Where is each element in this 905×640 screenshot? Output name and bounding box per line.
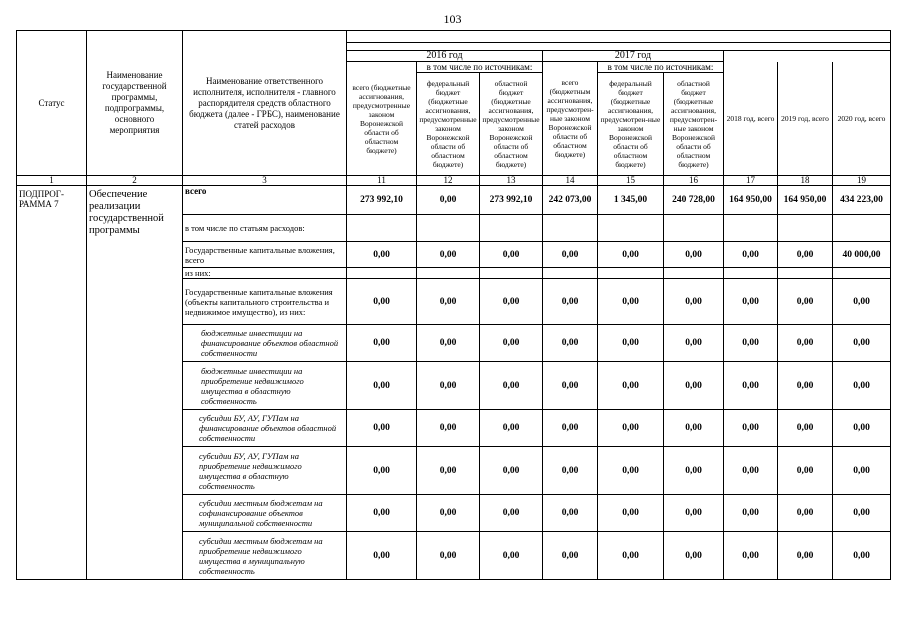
cell-value: 0,00 — [417, 495, 480, 532]
cell-value: 0,00 — [417, 186, 480, 215]
cell-value: 0,00 — [664, 242, 724, 268]
row-label: всего — [183, 186, 347, 215]
cell-value: 0,00 — [480, 279, 543, 325]
cell-value — [598, 215, 664, 242]
header-2017-total: всего (бюджетным ассигнования, предусмотрен-ные законом Воронежской области об областном бюджете) — [543, 62, 598, 176]
cell-value: 0,00 — [664, 532, 724, 580]
cell-value: 0,00 — [598, 242, 664, 268]
cell-value: 0,00 — [347, 447, 417, 495]
cell-value: 0,00 — [543, 325, 598, 362]
cell-value: 0,00 — [480, 447, 543, 495]
table-row-total — [17, 186, 891, 215]
cell-value: 0,00 — [833, 325, 891, 362]
cell-value: 0,00 — [778, 495, 833, 532]
cell-value: 0,00 — [480, 495, 543, 532]
cell-value — [347, 268, 417, 279]
row-label: бюджетные инвестиции на приобретение недвижимого имущества в областную собственность — [183, 362, 347, 410]
cell-value: 0,00 — [778, 447, 833, 495]
header-year-spacer — [724, 51, 891, 62]
cell-value: 0,00 — [417, 279, 480, 325]
row-label: Государственные капитальные вложения, всего — [183, 242, 347, 268]
cell-value — [543, 268, 598, 279]
cell-value — [833, 215, 891, 242]
cell-value: 0,00 — [417, 410, 480, 447]
cell-value: 0,00 — [664, 325, 724, 362]
cell-value: 0,00 — [543, 362, 598, 410]
cell-value: 0,00 — [664, 279, 724, 325]
cell-value — [480, 215, 543, 242]
col-num: 19 — [833, 176, 891, 186]
page-number: 103 — [443, 12, 462, 26]
header-2017-federal: федеральный бюджет (бюджетные ассигнования, предусмотрен-ные законом Воронежской области об областном бюджете) — [598, 73, 664, 176]
cell-value: 1 345,00 — [598, 186, 664, 215]
header-2016-total: всего (бюджетные ассигнования, предусмотренные законом Воронежской области об областном бюджете) — [347, 62, 417, 176]
cell-value: 0,00 — [543, 532, 598, 580]
cell-value: 0,00 — [347, 410, 417, 447]
header-2016-sources: в том числе по источникам: — [417, 62, 543, 73]
cell-value: 0,00 — [724, 495, 778, 532]
cell-value: 0,00 — [543, 410, 598, 447]
col-num: 2 — [87, 176, 183, 186]
cell-value: 0,00 — [664, 447, 724, 495]
cell-value — [724, 215, 778, 242]
row-label: субсидии местным бюджетам на приобретение недвижимого имущества в муниципальную собственность — [183, 532, 347, 580]
cell-value: 0,00 — [347, 325, 417, 362]
cell-value: 0,00 — [598, 362, 664, 410]
cell-value: 0,00 — [724, 362, 778, 410]
cell-value: 0,00 — [543, 242, 598, 268]
row-label: из них: — [183, 268, 347, 279]
col-num: 14 — [543, 176, 598, 186]
cell-value: 0,00 — [543, 447, 598, 495]
header-2016-regional: областной бюджет (бюджетные ассигнования, предусмотренные законом Воронежской области об областном бюджете) — [480, 73, 543, 176]
cell-value: 0,00 — [347, 362, 417, 410]
cell-value: 0,00 — [833, 410, 891, 447]
cell-value: 0,00 — [724, 447, 778, 495]
row-label: субсидии местным бюджетам на софинансирование объектов муниципальной собственности — [183, 495, 347, 532]
cell-value: 0,00 — [347, 242, 417, 268]
cell-value: 0,00 — [543, 495, 598, 532]
cell-value — [598, 268, 664, 279]
cell-value: 0,00 — [598, 532, 664, 580]
cell-value: 273 992,10 — [480, 186, 543, 215]
cell-value: 0,00 — [664, 362, 724, 410]
cell-value: 0,00 — [833, 362, 891, 410]
col-num: 17 — [724, 176, 778, 186]
cell-value: 0,00 — [417, 362, 480, 410]
header-program: Наименование государственной программы, подпрограммы, основного мероприятия — [87, 31, 183, 176]
cell-value: 0,00 — [833, 447, 891, 495]
col-num: 15 — [598, 176, 664, 186]
col-num: 13 — [480, 176, 543, 186]
col-num: 12 — [417, 176, 480, 186]
cell-value: 0,00 — [480, 242, 543, 268]
cell-value: 0,00 — [598, 279, 664, 325]
header-year-2017: 2017 год — [543, 51, 724, 62]
column-number-row — [17, 176, 891, 186]
col-num: 3 — [183, 176, 347, 186]
row-label: субсидии БУ, АУ, ГУПам на приобретение недвижимого имущества в областную собственность — [183, 447, 347, 495]
cell-value: 40 000,00 — [833, 242, 891, 268]
header-2017-regional: областной бюджет (бюджетные ассигнования, предусмотрен-ные законом Воронежской области об областном бюджете) — [664, 73, 724, 176]
budget-table — [16, 30, 891, 580]
cell-value: 240 728,00 — [664, 186, 724, 215]
cell-value: 0,00 — [480, 532, 543, 580]
cell-value: 273 992,10 — [347, 186, 417, 215]
cell-value: 0,00 — [724, 410, 778, 447]
cell-value: 0,00 — [833, 495, 891, 532]
cell-value: 0,00 — [778, 325, 833, 362]
cell-value: 0,00 — [724, 242, 778, 268]
cell-value: 0,00 — [598, 447, 664, 495]
cell-value: 0,00 — [833, 532, 891, 580]
cell-value: 0,00 — [598, 325, 664, 362]
row-label: субсидии БУ, АУ, ГУПам на финансирование объектов областной собственности — [183, 410, 347, 447]
cell-value — [778, 268, 833, 279]
cell-value: 0,00 — [417, 242, 480, 268]
cell-value — [778, 215, 833, 242]
col-num: 1 — [17, 176, 87, 186]
cell-value: 0,00 — [347, 495, 417, 532]
header-year-2016: 2016 год — [347, 51, 543, 62]
cell-value: 0,00 — [778, 410, 833, 447]
cell-value: 242 073,00 — [543, 186, 598, 215]
cell-value: 0,00 — [480, 362, 543, 410]
cell-value: 0,00 — [480, 325, 543, 362]
cell-value: 0,00 — [664, 410, 724, 447]
cell-value: 0,00 — [664, 495, 724, 532]
cell-value — [664, 268, 724, 279]
cell-value — [480, 268, 543, 279]
cell-value: 0,00 — [724, 325, 778, 362]
row-label: бюджетные инвестиции на финансирование объектов областной собственности — [183, 325, 347, 362]
cell-value — [543, 215, 598, 242]
cell-value: 0,00 — [480, 410, 543, 447]
cell-value — [417, 268, 480, 279]
header-row-blank — [17, 31, 891, 43]
cell-value: 0,00 — [833, 279, 891, 325]
cell-value: 0,00 — [778, 279, 833, 325]
cell-value: 0,00 — [347, 532, 417, 580]
cell-value: 0,00 — [417, 532, 480, 580]
cell-value — [417, 215, 480, 242]
cell-value: 164 950,00 — [778, 186, 833, 215]
header-2016-federal: федеральный бюджет (бюджетные ассигнования, предусмотренные законом Воронежской области об областном бюджете) — [417, 73, 480, 176]
header-2019-total: 2019 год, всего — [778, 62, 833, 176]
cell-value — [833, 268, 891, 279]
col-num: 11 — [347, 176, 417, 186]
cell-value: 434 223,00 — [833, 186, 891, 215]
col-num: 16 — [664, 176, 724, 186]
cell-value: 0,00 — [724, 279, 778, 325]
cell-value: 0,00 — [417, 447, 480, 495]
cell-value: 0,00 — [724, 532, 778, 580]
header-responsible: Наименование ответственного исполнителя, исполнителя - главного распорядителя средств областного бюджета (далее - ГРБС), наименование статей расходов — [183, 31, 347, 176]
status-cell: ПОДПРОГ-РАММА 7 — [17, 186, 87, 580]
header-2018-total: 2018 год, всего — [724, 62, 778, 176]
cell-value: 164 950,00 — [724, 186, 778, 215]
cell-value: 0,00 — [417, 325, 480, 362]
header-blank-band — [347, 31, 891, 43]
header-2017-sources: в том числе по источникам: — [598, 62, 724, 73]
cell-value: 0,00 — [598, 495, 664, 532]
cell-value: 0,00 — [778, 532, 833, 580]
cell-value — [664, 215, 724, 242]
header-status: Статус — [17, 31, 87, 176]
cell-value: 0,00 — [598, 410, 664, 447]
cell-value — [347, 215, 417, 242]
row-label: в том числе по статьям расходов: — [183, 215, 347, 242]
cell-value: 0,00 — [778, 362, 833, 410]
program-name-cell: Обеспечение реализации государственной программы — [87, 186, 183, 580]
cell-value: 0,00 — [778, 242, 833, 268]
cell-value: 0,00 — [543, 279, 598, 325]
col-num: 18 — [778, 176, 833, 186]
row-label: Государственные капитальные вложения (объекты капитального строительства и недвижимое имущество), из них: — [183, 279, 347, 325]
header-gap-band — [347, 43, 891, 51]
cell-value: 0,00 — [347, 279, 417, 325]
header-2020-total: 2020 год, всего — [833, 62, 891, 176]
cell-value — [724, 268, 778, 279]
